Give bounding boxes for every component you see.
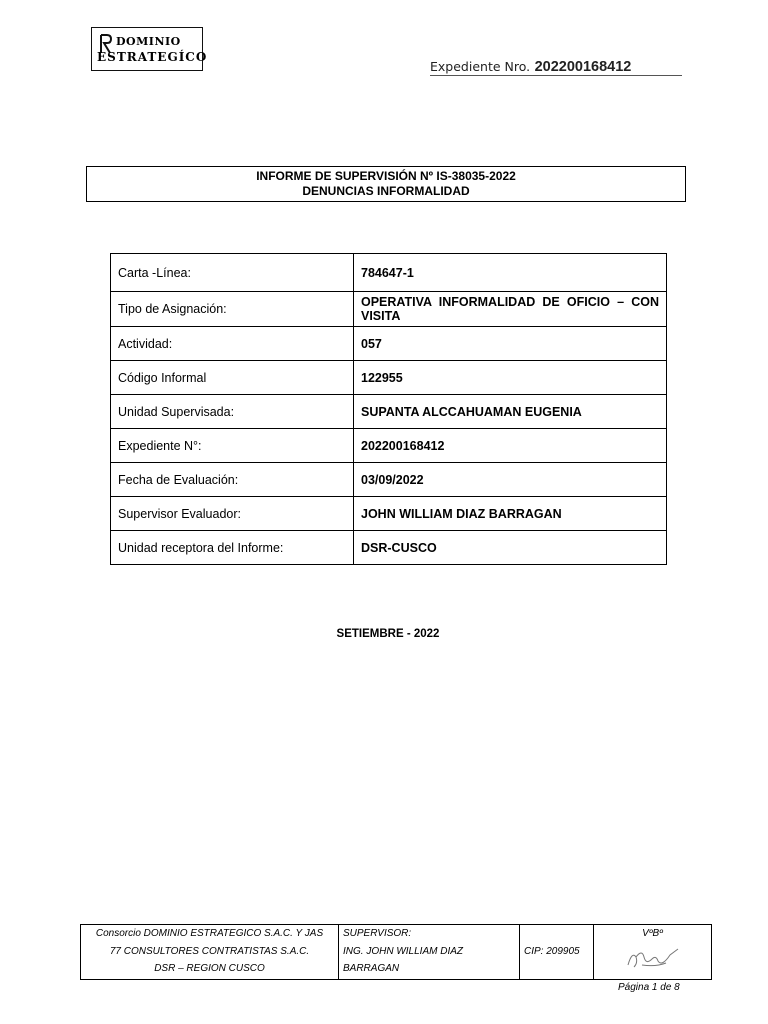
table-row xyxy=(111,327,667,361)
expediente-number: 202200168412 xyxy=(534,59,632,75)
footer-approval xyxy=(594,925,712,980)
consortium-line: DSR – REGION CUSCO xyxy=(154,963,265,974)
table-row xyxy=(111,292,667,327)
company-logo xyxy=(91,27,208,71)
row-value: 784647-1 xyxy=(354,254,667,292)
report-title-box xyxy=(86,166,686,202)
row-value: SUPANTA ALCCAHUAMAN EUGENIA xyxy=(354,395,667,429)
row-label: Expediente N°: xyxy=(111,429,354,463)
signature-icon xyxy=(622,943,682,973)
row-value: DSR-CUSCO xyxy=(354,531,667,565)
footer-table xyxy=(80,924,712,980)
page-number: Página 1 de 8 xyxy=(618,982,680,993)
row-label: Unidad receptora del Informe: xyxy=(111,531,354,565)
consortium-line: 77 CONSULTORES CONTRATISTAS S.A.C. xyxy=(109,945,310,957)
footer-consortium xyxy=(81,925,339,980)
row-label: Fecha de Evaluación: xyxy=(111,463,354,497)
table-row xyxy=(111,531,667,565)
report-title: INFORME DE SUPERVISIÓN Nº IS-38035-2022 xyxy=(256,169,516,183)
row-value: OPERATIVA INFORMALIDAD DE OFICIO – CON VISITA xyxy=(354,292,667,327)
table-row xyxy=(111,395,667,429)
consortium-line: Consorcio DOMINIO ESTRATEGICO S.A.C. Y JAS xyxy=(95,928,324,939)
footer-supervisor xyxy=(339,925,520,980)
row-label: Supervisor Evaluador: xyxy=(111,497,354,531)
table-row xyxy=(111,361,667,395)
row-label: Tipo de Asignación: xyxy=(111,292,354,327)
row-label: Carta -Línea: xyxy=(111,254,354,292)
row-value: JOHN WILLIAM DIAZ BARRAGAN xyxy=(354,497,667,531)
row-value: 202200168412 xyxy=(354,429,667,463)
table-row xyxy=(111,254,667,292)
row-label: Código Informal xyxy=(111,361,354,395)
row-label: Actividad: xyxy=(111,327,354,361)
table-row xyxy=(111,497,667,531)
row-value: 03/09/2022 xyxy=(354,463,667,497)
header-expediente xyxy=(430,58,682,76)
table-row xyxy=(111,429,667,463)
report-date: SETIEMBRE - 2022 xyxy=(336,628,440,640)
expediente-label: Expediente Nro. xyxy=(430,59,531,74)
table-row xyxy=(111,463,667,497)
header-divider xyxy=(430,75,682,76)
logo-text-line1: DOMINIO xyxy=(116,35,181,48)
logo-text-line2: ESTRATEGÍCO xyxy=(97,50,208,64)
supervisor-name-line: ING. JOHN WILLIAM DIAZ xyxy=(343,945,464,957)
report-info-table xyxy=(110,253,667,565)
footer-cip: CIP: 209905 xyxy=(520,925,594,980)
row-value: 057 xyxy=(354,327,667,361)
supervisor-label: SUPERVISOR: xyxy=(343,928,412,939)
supervisor-name-line: BARRAGAN xyxy=(343,963,400,974)
report-subtitle: DENUNCIAS INFORMALIDAD xyxy=(302,184,470,198)
row-label: Unidad Supervisada: xyxy=(111,395,354,429)
approval-label: VºBº xyxy=(642,928,663,939)
row-value: 122955 xyxy=(354,361,667,395)
